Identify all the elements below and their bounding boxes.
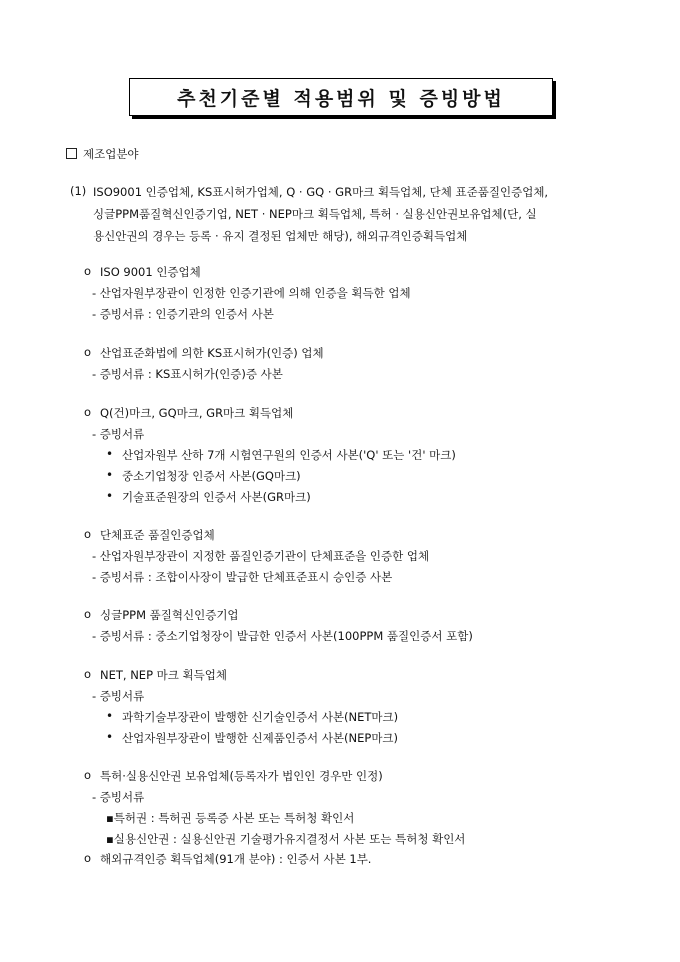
item-detail: - 증빙서류 : 중소기업청장이 발급한 인증서 사본(100PPM 품질인증서 포함) — [92, 629, 473, 643]
bullet-icon: • — [106, 447, 114, 461]
bullet-text: ▪특허권 : 특허권 등록증 사본 또는 특허청 확인서 — [106, 811, 355, 825]
item-heading: NET, NEP 마크 획득업체 — [100, 668, 227, 682]
bullet-text: 기술표준원장의 인증서 사본(GR마크) — [122, 490, 311, 504]
bullet-icon: • — [106, 489, 114, 503]
bullet-text: 산업자원부 산하 7개 시험연구원의 인증서 사본('Q' 또는 '건' 마크) — [122, 448, 456, 462]
item-marker: o — [84, 607, 92, 621]
item-heading: 싱글PPM 품질혁신인증기업 — [100, 608, 239, 622]
item-detail: - 증빙서류 : 조합이사장이 발급한 단체표준표시 승인증 사본 — [92, 570, 393, 584]
item-marker: o — [84, 264, 92, 278]
item-detail: - 증빙서류 : KS표시허가(인증)증 사본 — [92, 367, 283, 381]
intro-number: (1) — [70, 184, 87, 198]
intro-line-1: ISO9001 인증업체, KS표시허가업체, Q · GQ · GR마크 획득업체, 단체 표준품질인증업체, — [93, 185, 549, 199]
item-detail: - 증빙서류 — [92, 427, 145, 441]
intro-line-3: 용신안권의 경우는 등록 · 유지 결정된 업체만 해당), 해외규격인증획득업체 — [93, 229, 468, 243]
item-heading: 특허·실용신안권 보유업체(등록자가 법인인 경우만 인정) — [100, 769, 383, 783]
item-heading: ISO 9001 인증업체 — [100, 265, 201, 279]
item-heading: 해외규격인증 획득업체(91개 분야) : 인증서 사본 1부. — [100, 852, 372, 866]
bullet-text: 산업자원부장관이 발행한 신제품인증서 사본(NEP마크) — [122, 731, 399, 745]
section-heading — [66, 146, 139, 162]
item-detail: - 산업자원부장관이 인정한 인증기관에 의해 인증을 획득한 업체 — [92, 286, 411, 300]
item-detail: - 산업자원부장관이 지정한 품질인증기관이 단체표준을 인증한 업체 — [92, 549, 430, 563]
section-label: 제조업분야 — [83, 147, 139, 161]
bullet-icon: • — [106, 730, 114, 744]
item-detail: - 증빙서류 — [92, 790, 145, 804]
item-marker: o — [84, 768, 92, 782]
item-heading: 산업표준화법에 의한 KS표시허가(인증) 업체 — [100, 346, 324, 360]
item-marker: o — [84, 405, 92, 419]
item-marker: o — [84, 851, 92, 865]
bullet-text: ▪실용신안권 : 실용신안권 기술평가유지결정서 사본 또는 특허청 확인서 — [106, 832, 466, 846]
bullet-icon: • — [106, 709, 114, 723]
intro-line-2: 싱글PPM품질혁신인증기업, NET · NEP마크 획득업체, 특허 · 실용신안권보유업체(단, 실 — [93, 207, 537, 221]
item-heading: 단체표준 품질인증업체 — [100, 528, 215, 542]
item-heading: Q(건)마크, GQ마크, GR마크 획득업체 — [100, 406, 294, 420]
item-detail: - 증빙서류 — [92, 689, 145, 703]
item-detail: - 증빙서류 : 인증기관의 인증서 사본 — [92, 307, 274, 321]
item-marker: o — [84, 667, 92, 681]
bullet-text: 과학기술부장관이 발행한 신기술인증서 사본(NET마크) — [122, 710, 399, 724]
title-box — [129, 78, 553, 116]
item-marker: o — [84, 345, 92, 359]
bullet-text: 중소기업청장 인증서 사본(GQ마크) — [122, 469, 301, 483]
bullet-icon: • — [106, 468, 114, 482]
checkbox-icon — [66, 148, 77, 159]
item-marker: o — [84, 527, 92, 541]
page-title: 추천기준별 적용범위 및 증빙방법 — [177, 87, 505, 110]
